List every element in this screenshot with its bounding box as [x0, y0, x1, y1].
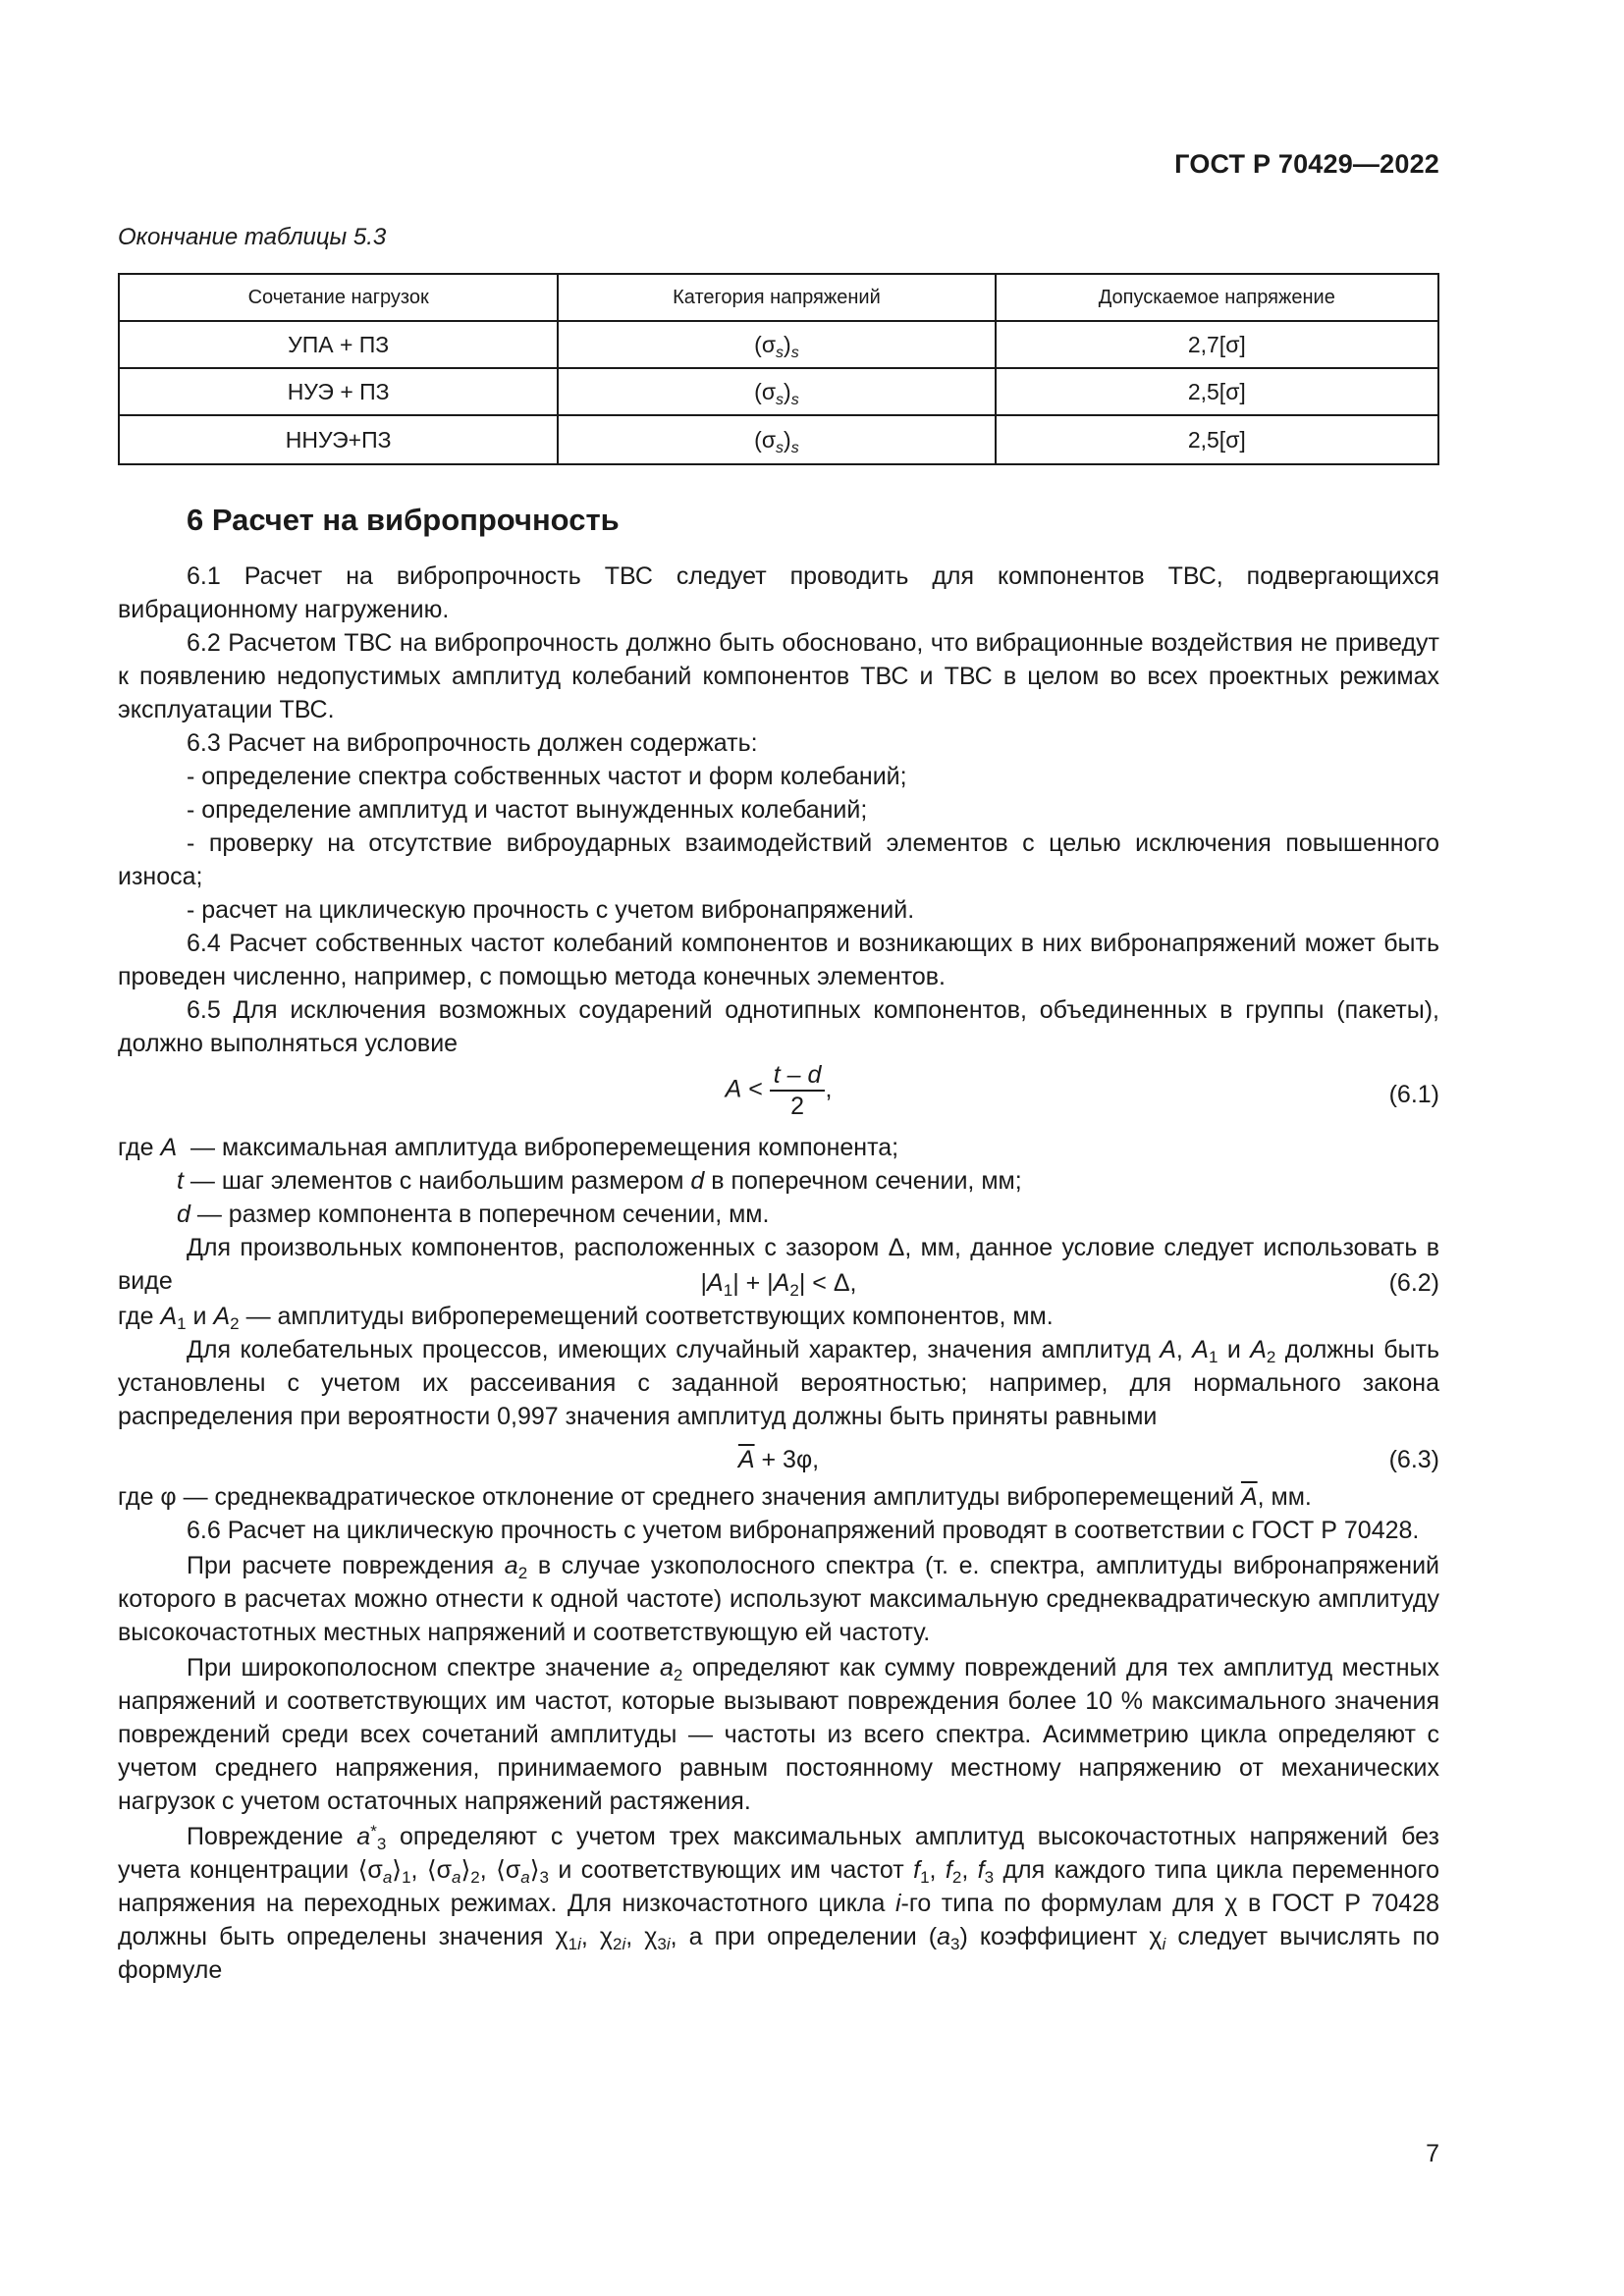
- table-cell-combo: НУЭ + ПЗ: [119, 368, 558, 415]
- table-cell-allowed: 2,5[σ]: [996, 368, 1438, 415]
- list-item: - определение спектра собственных частот и форм колебаний;: [187, 763, 907, 790]
- table-row: [119, 368, 1438, 415]
- table-cell-category: $(\sigma_s)_s$: [558, 368, 995, 415]
- table-cell-allowed: 2,7[σ]: [996, 321, 1438, 368]
- paragraph-damage: Повреждение $a^*_3$ определяют с учетом трех максимальных амплитуд высокочастотных напряжений без учета концентрации $⟨\sigma_a⟩_1$, $⟨\sigma_a⟩_2$, $⟨\sigma_a⟩_3$ и соответствующих им частот $f_1$, $f_2$, $f_3$ для каждого типа цикла переменного напряжения на переходных режимах. Для низкочастотного цикла i-го типа по формулам для χ в ГОСТ Р 70428 должны быть определены значения $\chi_{1i}$, $\chi_{2i}$, $\chi_{3i}$, а при определении $(a_3)$ коэффициент $\chi_i$ следует вычислять по формуле: [118, 1822, 1440, 1984]
- where-A: где A — максимальная амплитуда виброперемещения компонента;: [118, 1134, 899, 1161]
- where-A12: где $A_1$ и $A_2$ — амплитуды виброперемещений соответствующих компонентов, мм.: [118, 1303, 1054, 1333]
- standard-header: ГОСТ Р 70429—2022: [1174, 149, 1439, 179]
- equation-number: (6.1): [1388, 1081, 1439, 1108]
- list-item: - определение амплитуд и частот вынужденных колебаний;: [187, 796, 868, 824]
- equation-6-1: [118, 1060, 1439, 1131]
- column-header: Допускаемое напряжение: [996, 274, 1438, 321]
- column-header: Категория напряжений: [558, 274, 995, 321]
- table-cell-category: $(\sigma_s)_s$: [558, 415, 995, 464]
- table-cell-category: $(\sigma_s)_s$: [558, 321, 995, 368]
- table-row: [119, 321, 1438, 368]
- table-row: [119, 415, 1438, 464]
- paragraph-6-6: 6.6 Расчет на циклическую прочность с учетом вибронапряжений проводят в соответствии с ГОСТ Р 70428.: [187, 1517, 1420, 1544]
- paragraph-6-5: 6.5 Для исключения возможных соударений однотипных компонентов, объединенных в группы (пакеты), должно выполняться условие: [118, 996, 1439, 1057]
- equation-body: A < $\frac{t - d}{2}$ ,: [725, 1061, 833, 1120]
- paragraph-6-1: 6.1 Расчет на вибропрочность ТВС следует проводить для компонентов ТВС, подвергающихся вибрационному нагружению.: [118, 562, 1439, 623]
- paragraph-wide: При широкополосном спектре значение $a_2$ определяют как сумму повреждений для тех амплитуд местных напряжений и соответствующих им частот, которые вызывают повреждения более 10 % максимального значения повреждений среди всех сочетаний амплитуды — частоты из всего спектра. Асимметрию цикла определяют с учетом среднего напряжения, принимаемого равным постоянному местному напряжению от механических нагрузок с учетом остаточных напряжений растяжения.: [118, 1654, 1439, 1815]
- paragraph-arbitrary: Для произвольных компонентов, расположенных с зазором Δ, мм, данное условие следует использовать в виде: [118, 1234, 1439, 1295]
- list-item: - проверку на отсутствие виброударных взаимодействий элементов с целью исключения повышенного износа;: [118, 829, 1439, 890]
- equation-number: (6.2): [1388, 1269, 1439, 1297]
- equation-6-2: [118, 1269, 1439, 1331]
- table-cell-combo: ННУЭ+ПЗ: [119, 415, 558, 464]
- where-t: t — шаг элементов с наибольшим размером d в поперечном сечении, мм;: [177, 1167, 1022, 1195]
- table-cell-combo: УПА + ПЗ: [119, 321, 558, 368]
- paragraph-narrow: При расчете повреждения $a_2$ в случае узкополосного спектра (т. е. спектра, амплитуды вибронапряжений которого в расчетах можно отнести к одной частоте) используют максимальную среднеквадратическую амплитуду высокочастотных местных напряжений и соответствующую ей частоту.: [118, 1552, 1440, 1646]
- equation-number: (6.3): [1388, 1446, 1439, 1473]
- table-header-row: [119, 274, 1438, 321]
- table-caption: Окончание таблицы 5.3: [118, 224, 387, 250]
- paragraph-random: Для колебательных процессов, имеющих случайный характер, значения амплитуд A, $A_1$ и $A_2$ должны быть установлены с учетом их рассеивания с заданной вероятностью; например, для нормального закона распределения при вероятности 0,997 значения амплитуд должны быть приняты равными: [118, 1336, 1439, 1430]
- equation-body: $\overline{A} + 3\varphi$,: [737, 1446, 820, 1473]
- paragraph-6-2: 6.2 Расчетом ТВС на вибропрочность должно быть обосновано, что вибрационные воздействия не приведут к появлению недопустимых амплитуд колебаний компонентов ТВС и ТВС в целом во всех проектных режимах эксплуатации ТВС.: [118, 629, 1439, 723]
- paragraph-6-3: 6.3 Расчет на вибропрочность должен содержать:: [187, 729, 758, 757]
- loads-table: [118, 273, 1439, 465]
- where-phi: где φ — среднеквадратическое отклонение от среднего значения амплитуды виброперемещений $\overline{A}$, мм.: [118, 1483, 1312, 1511]
- equation-6-3: [118, 1433, 1439, 1480]
- where-d: d — размер компонента в поперечном сечении, мм.: [177, 1201, 770, 1228]
- equation-body: $|A_1| + |A_2| < \Delta$,: [700, 1269, 857, 1300]
- section-title: 6 Расчет на вибропрочность: [187, 503, 620, 537]
- paragraph-6-4: 6.4 Расчет собственных частот колебаний компонентов и возникающих в них вибронапряжений может быть проведен численно, например, с помощью метода конечных элементов.: [118, 930, 1439, 990]
- page-number: 7: [1426, 2140, 1439, 2167]
- table-cell-allowed: 2,5[σ]: [996, 415, 1438, 464]
- list-item: - расчет на циклическую прочность с учетом вибронапряжений.: [187, 896, 915, 924]
- column-header: Сочетание нагрузок: [119, 274, 558, 321]
- section-body: [118, 560, 1439, 1987]
